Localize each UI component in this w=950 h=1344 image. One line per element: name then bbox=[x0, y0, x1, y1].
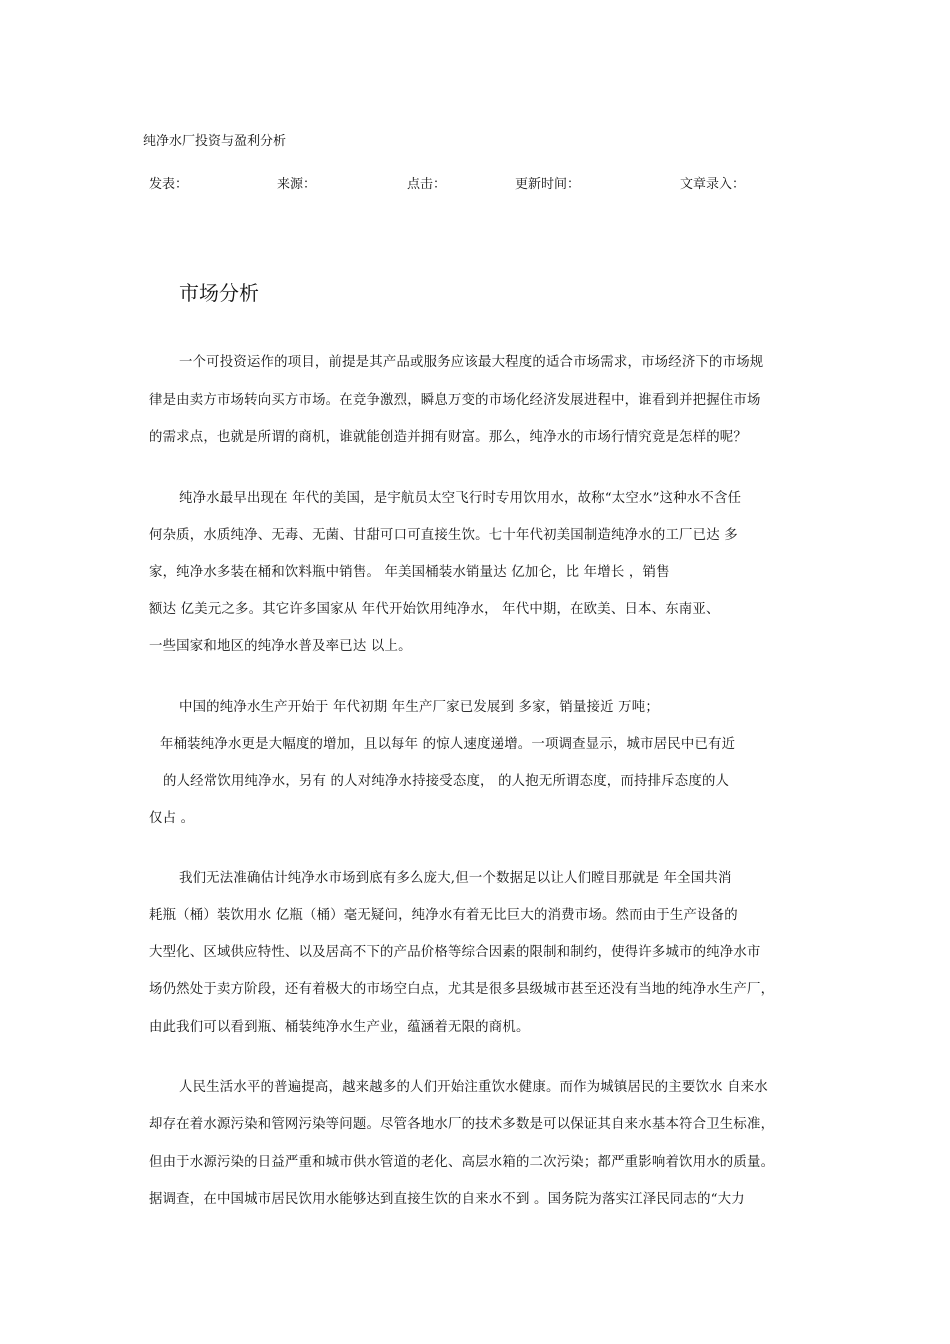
paragraph-4-line: 场仍然处于卖方阶段，还有着极大的市场空白点，尤其是很多县级城市甚至还没有当地的纯净水生产厂， bbox=[149, 982, 775, 997]
paragraph-4-line: 大型化、区域供应特性、以及居高不下的产品价格等综合因素的限制和制约，使得许多城市的纯净水市 bbox=[149, 945, 761, 960]
paragraph-3-line: 中国的纯净水生产开始于 年代初期 年生产厂家已发展到 多家，销量接近 万吨； bbox=[179, 700, 659, 715]
paragraph-1-line: 的需求点，也就是所谓的商机，谁就能创造并拥有财富。那么，纯净水的市场行情究竟是怎样的呢？ bbox=[149, 430, 747, 445]
meta-source-label: 来源： bbox=[277, 177, 317, 192]
paragraph-3-line: 的人经常饮用纯净水，另有 的人对纯净水持接受态度， 的人抱无所谓态度，而持排斥态度的人 bbox=[163, 774, 730, 789]
meta-clicks-label: 点击： bbox=[407, 177, 447, 192]
paragraph-2-line: 额达 亿美元之多。其它许多国家从 年代开始饮用纯净水， 年代中期，在欧美、日本、东南亚、 bbox=[149, 602, 720, 617]
paragraph-4-line: 由此我们可以看到瓶、桶装纯净水生产业，蕴涵着无限的商机。 bbox=[149, 1020, 530, 1035]
paragraph-5-line: 人民生活水平的普遍提高，越来越多的人们开始注重饮水健康。而作为城镇居民的主要饮水 自来水 bbox=[179, 1080, 768, 1095]
section-heading: 市场分析 bbox=[179, 281, 259, 305]
paragraph-5-line: 却存在着水源污染和管网污染等问题。尽管各地水厂的技术多数是可以保证其自来水基本符合卫生标准， bbox=[149, 1117, 775, 1132]
paragraph-2-line: 何杂质，水质纯净、无毒、无菌、甘甜可口可直接生饮。七十年代初美国制造纯净水的工厂已达 多 bbox=[149, 528, 738, 543]
paragraph-4-line: 耗瓶（桶）装饮用水 亿瓶（桶）毫无疑问，纯净水有着无比巨大的消费市场。然而由于生产设备的 bbox=[149, 908, 738, 923]
paragraph-4-line: 我们无法准确估计纯净水市场到底有多么庞大,但一个数据足以让人们瞠目那就是 年全国共消 bbox=[179, 871, 732, 886]
paragraph-3-line: 年桶装纯净水更是大幅度的增加，且以每年 的惊人速度递增。一项调查显示，城市居民中已有近 bbox=[160, 737, 736, 752]
meta-author-label: 发表： bbox=[149, 177, 189, 192]
meta-updated-label: 更新时间： bbox=[515, 177, 581, 192]
paragraph-1-line: 一个可投资运作的项目，前提是其产品或服务应该最大程度的适合市场需求，市场经济下的市场规 bbox=[179, 355, 764, 370]
paragraph-2-line: 一些国家和地区的纯净水普及率已达 以上。 bbox=[149, 639, 412, 654]
paragraph-3-line: 仅占 。 bbox=[149, 811, 195, 826]
paragraph-5-line: 但由于水源污染的日益严重和城市供水管道的老化、高层水箱的二次污染；都严重影响着饮用水的质量。 bbox=[149, 1155, 775, 1170]
paragraph-2-line: 家，纯净水多装在桶和饮料瓶中销售。 年美国桶装水销量达 亿加仑，比 年增长 ，销售 bbox=[149, 565, 670, 580]
document-title: 纯净水厂投资与盈利分析 bbox=[143, 134, 287, 149]
meta-editor-label: 文章录入： bbox=[680, 177, 746, 192]
paragraph-5-line: 据调查，在中国城市居民饮用水能够达到直接生饮的自来水不到 。国务院为落实江泽民同志的“大力 bbox=[149, 1192, 745, 1207]
paragraph-1-line: 律是由卖方市场转向买方市场。在竞争激烈，瞬息万变的市场化经济发展进程中，谁看到并把握住市场 bbox=[149, 393, 761, 408]
paragraph-2-line: 纯净水最早出现在 年代的美国，是宇航员太空飞行时专用饮用水，故称“太空水”这种水不含任 bbox=[179, 491, 742, 506]
